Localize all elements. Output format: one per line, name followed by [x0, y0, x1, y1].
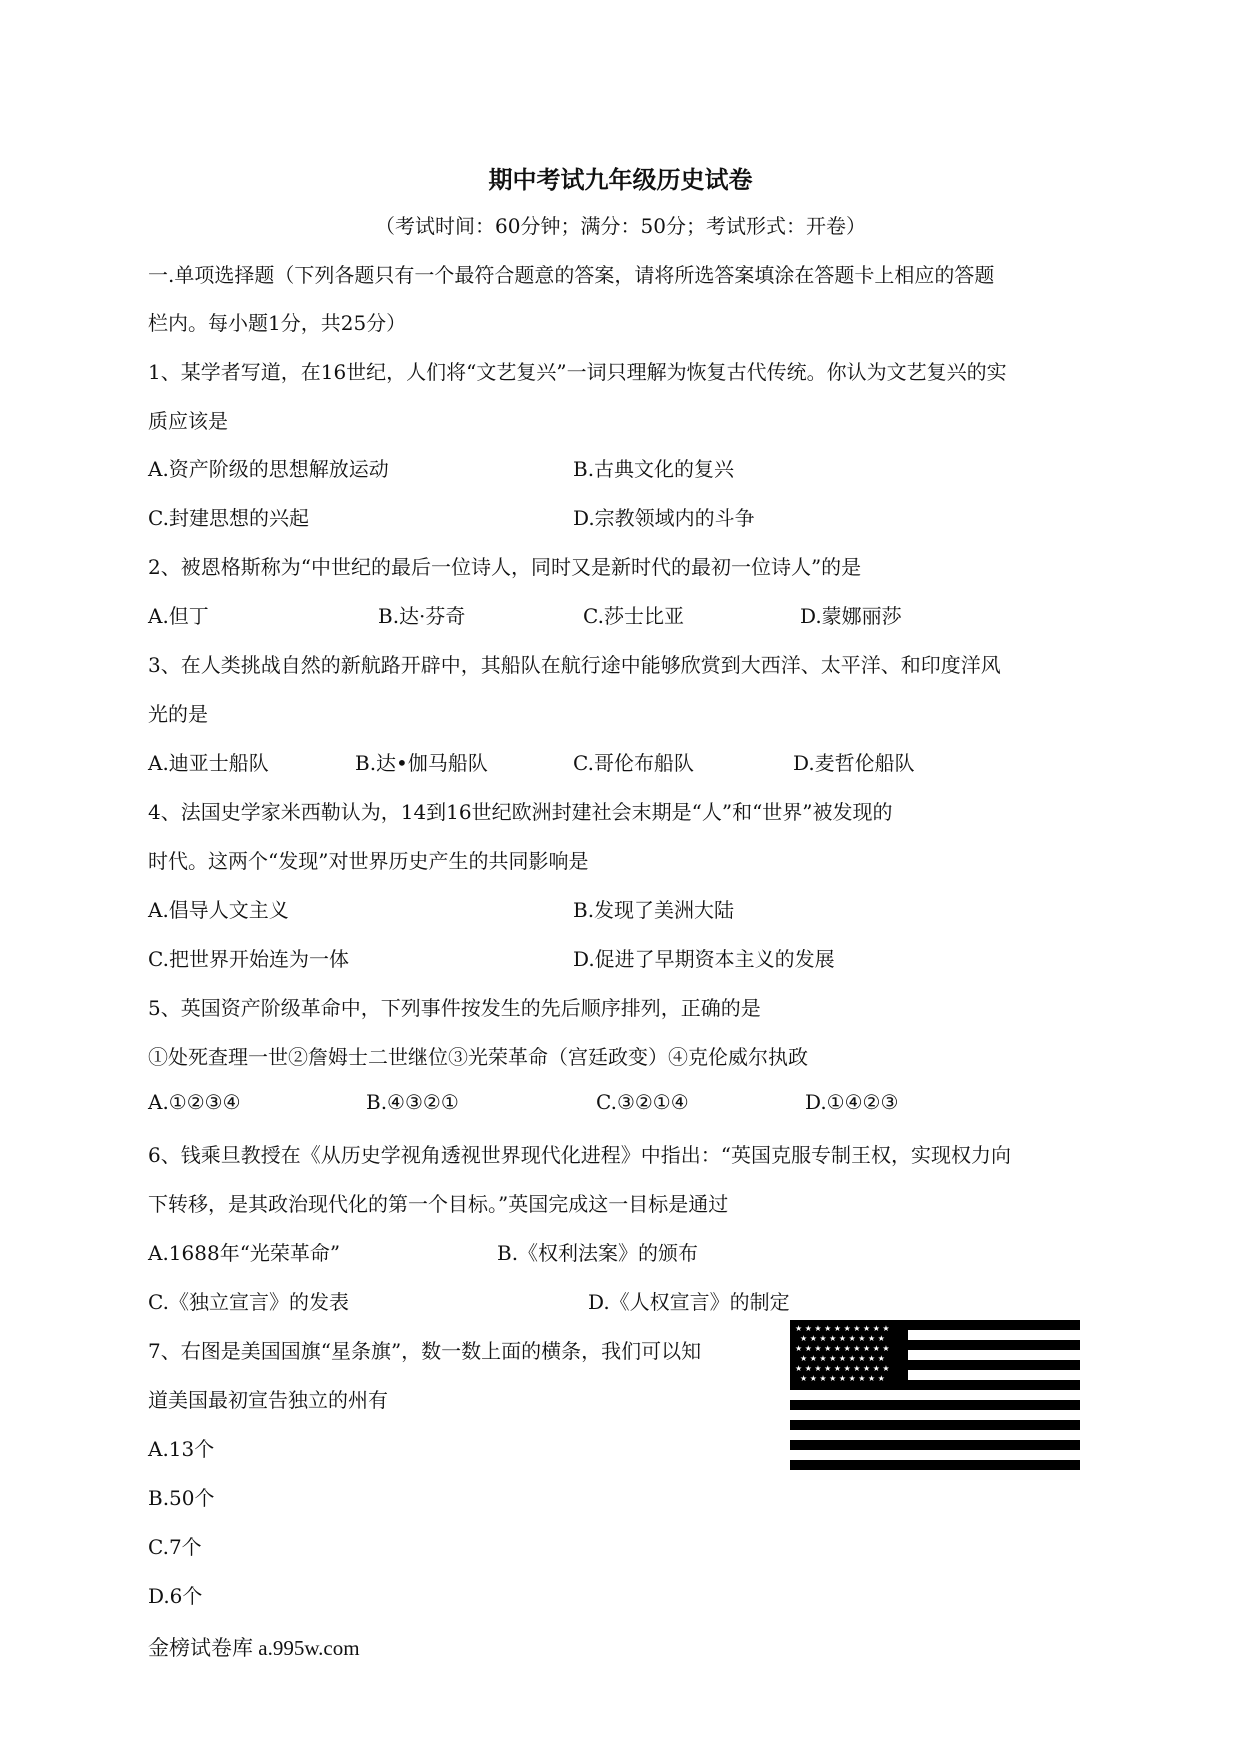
question-3-stem-line1: 3、在人类挑战自然的新航路开辟中，其船队在航行途中能够欣赏到大西洋、太平洋、和印度洋风 [148, 653, 1001, 677]
question-1-option-b: B.古典文化的复兴 [573, 457, 735, 481]
question-1-option-a: A.资产阶级的思想解放运动 [148, 457, 389, 481]
question-2-option-d: D.蒙娜丽莎 [800, 604, 902, 628]
question-2-option-b: B.达·芬奇 [378, 604, 466, 628]
svg-text:★ ★ ★ ★ ★ ★ ★ ★ ★ ★: ★ ★ ★ ★ ★ ★ ★ ★ ★ ★ [795, 1344, 890, 1353]
svg-text:★ ★ ★ ★ ★ ★ ★ ★ ★ ★: ★ ★ ★ ★ ★ ★ ★ ★ ★ ★ [795, 1364, 890, 1373]
svg-text:★ ★ ★ ★ ★ ★ ★ ★ ★: ★ ★ ★ ★ ★ ★ ★ ★ ★ [800, 1374, 885, 1383]
question-7-option-d: D.6个 [148, 1584, 203, 1608]
question-5-option-c: C.③②①④ [596, 1090, 689, 1114]
question-1-stem-line1: 1、某学者写道，在16世纪，人们将“文艺复兴”一词只理解为恢复古代传统。你认为文艺复兴的实 [148, 360, 1007, 384]
exam-info: （考试时间：60分钟；满分：50分；考试形式：开卷） [375, 214, 866, 238]
question-1-option-d: D.宗教领域内的斗争 [573, 506, 755, 530]
question-4-stem-line2: 时代。这两个“发现”对世界历史产生的共同影响是 [148, 849, 589, 873]
page-title: 期中考试九年级历史试卷 [488, 165, 753, 194]
question-4-stem-line1: 4、法国史学家米西勒认为，14到16世纪欧洲封建社会末期是“人”和“世界”被发现的 [148, 800, 893, 824]
question-7-option-a: A.13个 [148, 1437, 215, 1461]
question-2-stem: 2、被恩格斯称为“中世纪的最后一位诗人，同时又是新时代的最初一位诗人”的是 [148, 555, 862, 579]
question-5-stem-line1: 5、英国资产阶级革命中，下列事件按发生的先后顺序排列，正确的是 [148, 996, 761, 1020]
svg-text:★ ★ ★ ★ ★ ★ ★ ★ ★ ★: ★ ★ ★ ★ ★ ★ ★ ★ ★ ★ [795, 1324, 890, 1333]
question-6-option-b: B.《权利法案》的颁布 [497, 1241, 699, 1265]
svg-text:★ ★ ★ ★ ★ ★ ★ ★ ★: ★ ★ ★ ★ ★ ★ ★ ★ ★ [800, 1334, 885, 1343]
question-6-stem-line1: 6、钱乘旦教授在《从历史学视角透视世界现代化进程》中指出：“英国克服专制王权，实现权力向 [148, 1143, 1011, 1167]
question-3-option-c: C.哥伦布船队 [573, 751, 694, 775]
question-6-option-c: C.《独立宣言》的发表 [148, 1290, 349, 1314]
question-2-option-a: A.但丁 [148, 604, 209, 628]
svg-text:★ ★ ★ ★ ★ ★ ★ ★ ★: ★ ★ ★ ★ ★ ★ ★ ★ ★ [800, 1354, 885, 1363]
question-6-stem-line2: 下转移，是其政治现代化的第一个目标。”英国完成这一目标是通过 [148, 1192, 729, 1216]
question-2-option-c: C.莎士比亚 [583, 604, 684, 628]
question-1-stem-line2: 质应该是 [148, 409, 228, 433]
question-3-option-a: A.迪亚士船队 [148, 751, 269, 775]
section-instruction-line1: 一.单项选择题（下列各题只有一个最符合题意的答案，请将所选答案填涂在答题卡上相应的答题 [148, 263, 995, 287]
question-5-option-b: B.④③②① [366, 1090, 459, 1114]
question-5-option-a: A.①②③④ [148, 1090, 241, 1114]
question-4-option-a: A.倡导人文主义 [148, 898, 289, 922]
question-1-option-c: C.封建思想的兴起 [148, 506, 309, 530]
question-3-option-d: D.麦哲伦船队 [793, 751, 915, 775]
section-instruction-line2: 栏内。每小题1分，共25分） [148, 311, 407, 335]
question-7-option-c: C.7个 [148, 1535, 202, 1559]
question-5-stem-line2: ①处死查理一世②詹姆士二世继位③光荣革命（宫廷政变）④克伦威尔执政 [148, 1045, 808, 1069]
question-6-option-a: A.1688年“光荣革命” [148, 1241, 341, 1265]
question-7-stem-line1: 7、右图是美国国旗“星条旗”，数一数上面的横条，我们可以知 [148, 1339, 702, 1363]
question-7-stem-line2: 道美国最初宣告独立的州有 [148, 1388, 388, 1412]
footer-source: 金榜试卷库 a.995w.com [148, 1636, 360, 1660]
question-7-option-b: B.50个 [148, 1486, 215, 1510]
question-4-option-d: D.促进了早期资本主义的发展 [573, 947, 835, 971]
us-flag-icon [790, 1320, 1080, 1470]
question-4-option-b: B.发现了美洲大陆 [573, 898, 735, 922]
question-4-option-c: C.把世界开始连为一体 [148, 947, 349, 971]
question-6-option-d: D.《人权宣言》的制定 [588, 1290, 790, 1314]
question-3-stem-line2: 光的是 [148, 702, 208, 726]
question-3-option-b: B.达•伽马船队 [355, 751, 488, 775]
question-5-option-d: D.①④②③ [805, 1090, 899, 1114]
